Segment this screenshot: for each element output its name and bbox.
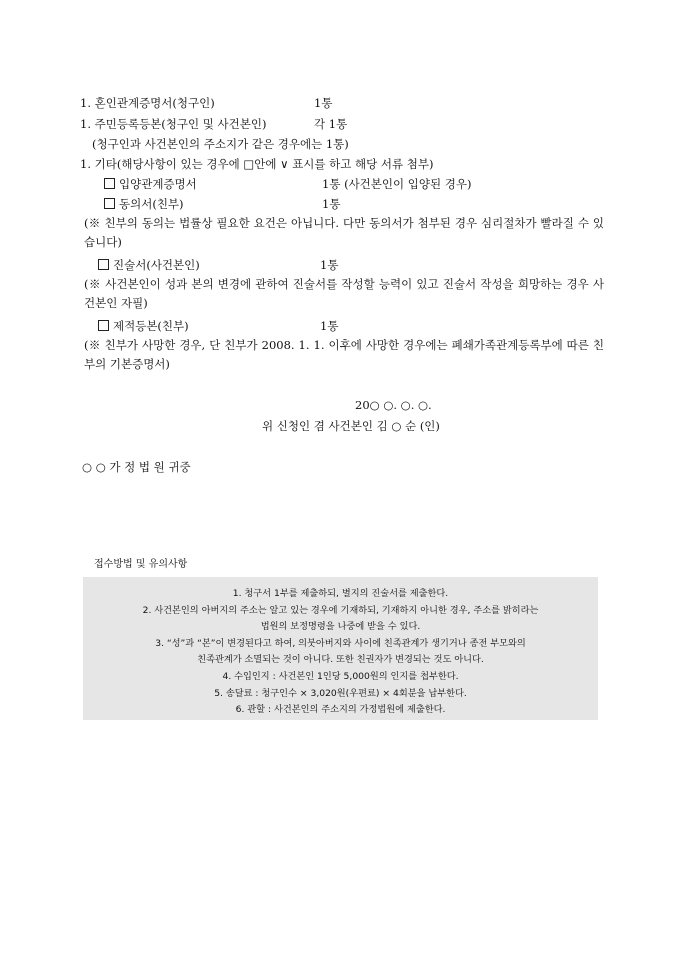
attachment-count-1: 1통 <box>314 96 333 110</box>
instructions-title: 접수방법 및 유의사항 <box>94 559 188 570</box>
checkbox-count-consent: 1통 <box>322 197 341 211</box>
attachment-item-1 <box>80 96 215 110</box>
attachment-label: 1. 혼인관계증명서(청구인) <box>80 96 215 110</box>
checkbox-icon[interactable] <box>98 320 109 331</box>
note-statement: (※ 사건본인이 성과 본의 변경에 관하여 진술서를 작성할 능력이 있고 진술서 작성을 희망하는 경우 사건본인 자필) <box>84 277 604 310</box>
court-addressee: ○ ○ 가 정 법 원 귀중 <box>82 460 191 474</box>
attachment-note: (청구인과 사건본인의 주소지가 같은 경우에는 1통) <box>92 137 349 151</box>
attachment-item-other: 1. 기타(해당사항이 있는 경우에 □안에 ∨ 표시를 하고 해당 서류 첨부) <box>80 157 434 171</box>
instruction-line: 3. “성”과 “본”이 변경된다고 하여, 의붓아버지와 사이에 친족관계가 생기거나 종전 부모와의 <box>155 638 526 649</box>
attachment-count-2: 각 1통 <box>314 117 348 131</box>
checkbox-icon[interactable] <box>104 178 115 189</box>
attachment-item-2 <box>80 117 266 131</box>
checkbox-count-statement: 1통 <box>320 258 339 272</box>
instructions-box <box>83 577 598 720</box>
checkbox-item-adoption: 입양관계증명서 <box>104 177 197 191</box>
instruction-line: 1. 청구서 1부를 제출하되, 별지의 진술서를 제출한다. <box>232 588 449 599</box>
instruction-line: 친족관계가 소멸되는 것이 아니다. 또한 친권자가 변경되는 것도 아니다. <box>197 654 484 665</box>
checkbox-item-statement: 진술서(사건본인) <box>98 258 200 272</box>
instruction-line: 6. 관할 : 사건본인의 주소지의 가정법원에 제출한다. <box>235 704 446 715</box>
instruction-line: 법원의 보정명령을 나중에 받을 수 있다. <box>260 621 421 632</box>
checkbox-icon[interactable] <box>98 259 109 270</box>
applicant-signature: 위 신청인 겸 사건본인 김 ○ 순 (인) <box>262 419 440 433</box>
note-deceased: (※ 친부가 사망한 경우, 단 친부가 2008. 1. 1. 이후에 사망한 경우에는 폐쇄가족관계등록부에 따른 친부의 기본증명서) <box>84 338 604 371</box>
filing-date: 20○ ○. ○. ○. <box>355 398 432 412</box>
checkbox-item-consent: 동의서(친부) <box>104 197 184 211</box>
instruction-line: 2. 사건본인의 아버지의 주소는 알고 있는 경우에 기재하되, 기재하지 아니한 경우, 주소를 밝히라는 <box>142 605 539 616</box>
checkbox-item-removal: 제적등본(친부) <box>98 319 189 333</box>
instruction-line: 5. 송달료 : 청구인수 × 3,020원(우편료) × 4회분을 납부한다. <box>214 688 467 699</box>
checkbox-count-adoption: 1통 (사건본인이 입양된 경우) <box>322 177 472 191</box>
checkbox-icon[interactable] <box>104 198 115 209</box>
checkbox-count-removal: 1통 <box>320 319 339 333</box>
instruction-line: 4. 수입인지 : 사건본인 1인당 5,000원의 인지를 첩부한다. <box>222 671 459 682</box>
attachment-label: 1. 주민등록등본(청구인 및 사건본인) <box>80 117 267 131</box>
note-consent: (※ 친부의 동의는 법률상 필요한 요건은 아닙니다. 다만 동의서가 첨부된 경우 심리절차가 빨라질 수 있습니다) <box>84 216 604 249</box>
